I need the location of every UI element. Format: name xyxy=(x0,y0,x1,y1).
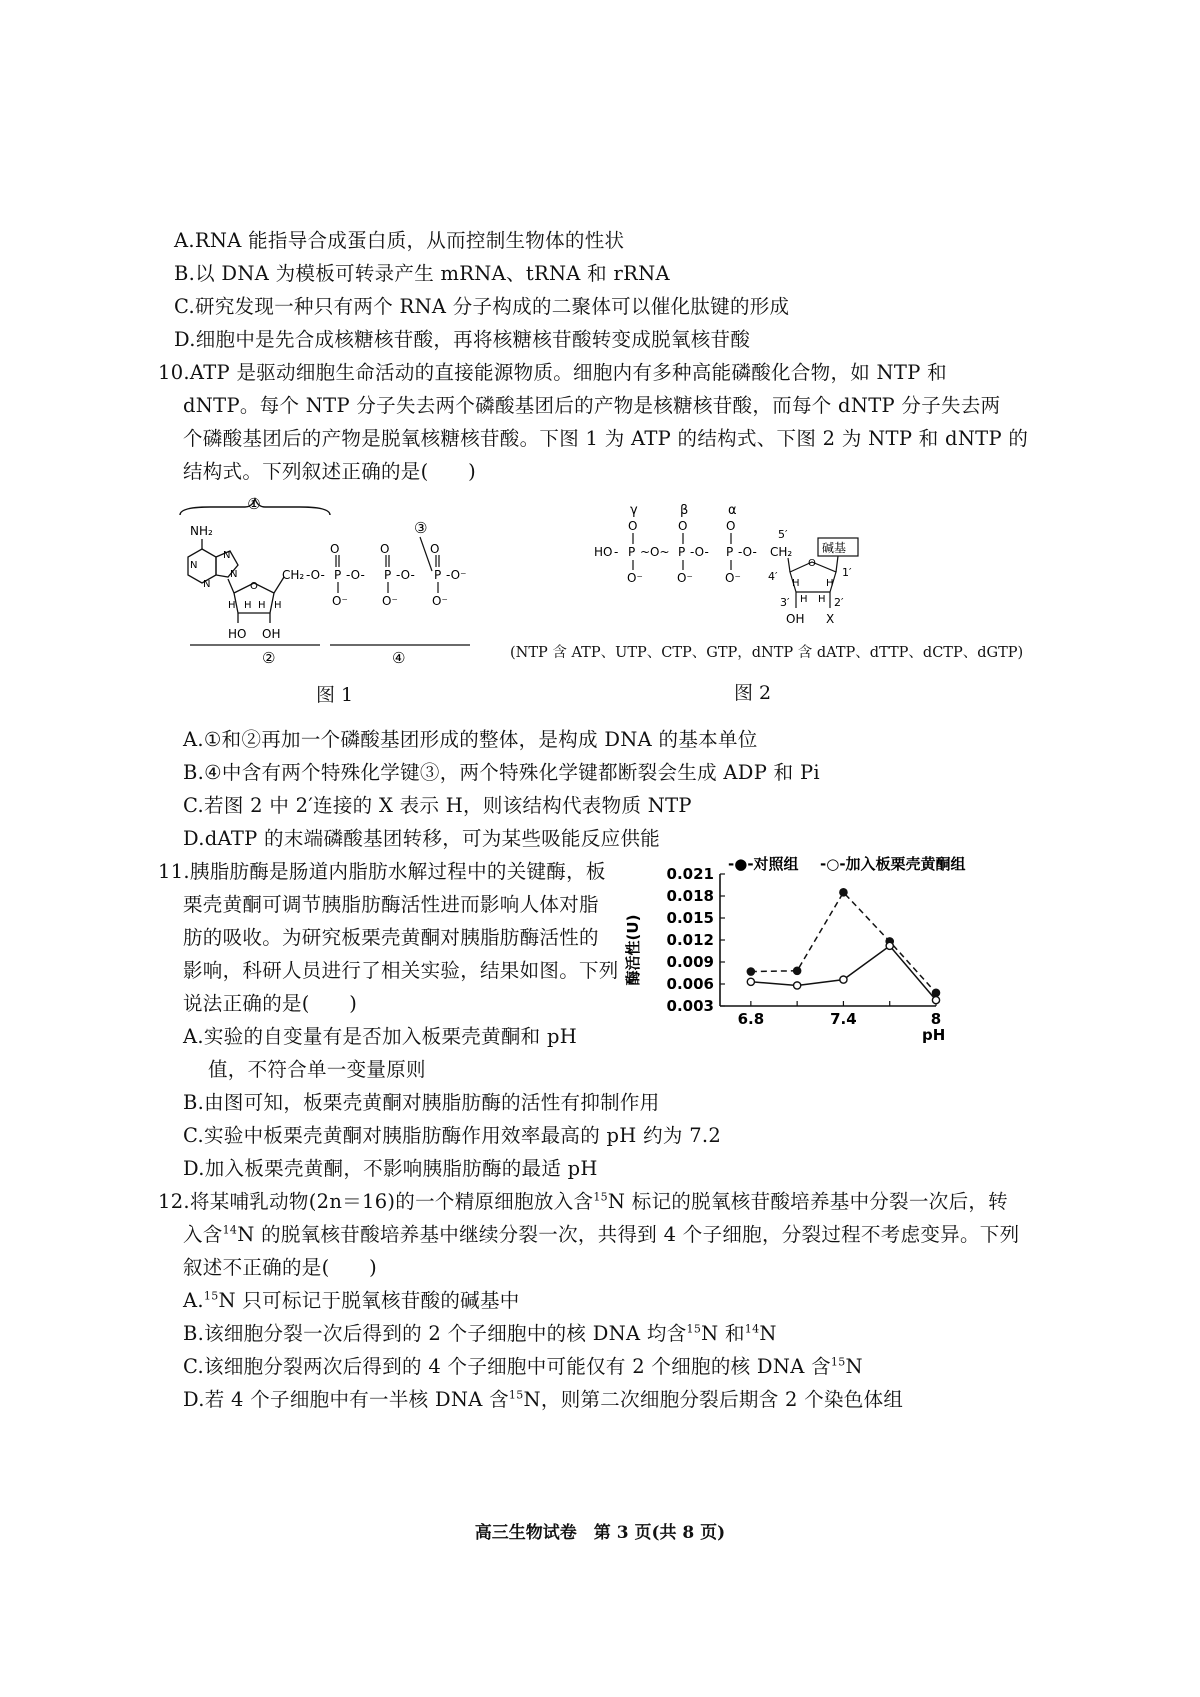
svg-text:N: N xyxy=(230,569,238,580)
q11-stem-line-3: 肪的吸收。为研究板栗壳黄酮对胰脂肪酶活性的 xyxy=(183,926,599,949)
svg-text:CH₂: CH₂ xyxy=(770,545,793,559)
q9-option-b: B.以 DNA 为模板可转录产生 mRNA、tRNA 和 rRNA xyxy=(174,262,670,285)
svg-text:N: N xyxy=(190,560,198,571)
svg-text:HO: HO xyxy=(594,545,613,559)
svg-text:O: O xyxy=(726,519,736,533)
label-circle-3: ③ xyxy=(414,519,428,537)
q10-stem-line-3: 个磷酸基团后的产物是脱氧核糖核苷酸。下图 1 为 ATP 的结构式、下图 2 为 NTP 和 dNTP 的 xyxy=(183,427,1029,450)
atp-structure-figure xyxy=(170,495,500,670)
ntp-structure-figure xyxy=(592,496,892,646)
svg-text:P: P xyxy=(678,545,686,559)
q12-option-c: C.该细胞分裂两次后得到的 4 个子细胞中可能仅有 2 个细胞的核 DNA 含$^{15}$N xyxy=(183,1355,863,1378)
q12-option-a: A.$^{15}$N 只可标记于脱氧核苷酸的碱基中 xyxy=(183,1289,520,1312)
c5-label: 5′ xyxy=(778,528,788,541)
svg-text:O⁻: O⁻ xyxy=(432,594,448,608)
nh2-label: NH₂ xyxy=(190,524,213,538)
data-point-flavonoid xyxy=(932,997,939,1004)
svg-text:O⁻: O⁻ xyxy=(677,571,693,585)
q11-stem-line-1: 11.胰脂肪酶是肠道内脂肪水解过程中的关键酶，板 xyxy=(158,860,606,883)
data-point-control xyxy=(840,889,847,896)
svg-text:P: P xyxy=(726,545,734,559)
gamma-label: γ xyxy=(630,503,638,518)
y-tick-label: 0.012 xyxy=(666,931,714,949)
svg-text:O: O xyxy=(380,542,390,556)
q11-option-b: B.由图可知，板栗壳黄酮对胰脂肪酶的活性有抑制作用 xyxy=(183,1091,660,1114)
oh-label: OH xyxy=(786,612,805,626)
x-axis-label: pH xyxy=(922,1026,946,1044)
q12-stem-line-2: 入含$^{14}$N 的脱氧核苷酸培养基中继续分裂一次，共得到 4 个子细胞，分裂过程不考虑变异。下列 xyxy=(183,1223,1020,1246)
svg-text:H: H xyxy=(258,600,266,611)
data-point-flavonoid xyxy=(747,978,754,985)
svg-text:H: H xyxy=(274,600,282,611)
q10-stem-line-4: 结构式。下列叙述正确的是( ) xyxy=(183,460,477,483)
q10-stem-line-2: dNTP。每个 NTP 分子失去两个磷酸基团后的产物是核糖核苷酸，而每个 dNTP 分子失去两 xyxy=(183,394,1001,417)
q11-stem-line-4: 影响，科研人员进行了相关实验，结果如图。下列 xyxy=(183,959,619,982)
c1-label: 1′ xyxy=(842,566,852,579)
q10-option-a: A.①和②再加一个磷酸基团形成的整体，是构成 DNA 的基本单位 xyxy=(183,728,758,751)
ho-label: HO xyxy=(228,627,247,641)
x-tick-label: 6.8 xyxy=(737,1010,765,1028)
figure-1-label: 图 1 xyxy=(316,684,354,706)
svg-text:H: H xyxy=(228,600,236,611)
y-tick-label: 0.003 xyxy=(666,997,714,1015)
svg-text:H: H xyxy=(244,600,252,611)
q9-option-a: A.RNA 能指导合成蛋白质，从而控制生物体的性状 xyxy=(174,229,625,252)
y-tick-label: 0.009 xyxy=(666,953,714,971)
label-circle-2: ② xyxy=(262,649,276,667)
page-footer: 高三生物试卷 第 3 页(共 8 页) xyxy=(474,1523,726,1543)
svg-text:O⁻: O⁻ xyxy=(332,594,348,608)
y-axis-label: 酶活性(U) xyxy=(624,914,642,986)
c2-label: 2′ xyxy=(834,596,844,609)
svg-text:O: O xyxy=(808,558,816,569)
y-tick-label: 0.021 xyxy=(666,865,714,883)
q12-stem-line-3: 叙述不正确的是( ) xyxy=(183,1256,378,1279)
svg-text:N: N xyxy=(203,579,211,590)
x-tick-label: 7.4 xyxy=(830,1010,857,1028)
svg-text:-O-: -O- xyxy=(346,568,365,582)
svg-text:-O-: -O- xyxy=(396,568,415,582)
svg-text:O: O xyxy=(628,519,638,533)
base-label: 碱基 xyxy=(822,541,847,555)
svg-text:H: H xyxy=(818,594,826,605)
svg-text:P: P xyxy=(334,568,342,582)
svg-text:H: H xyxy=(792,578,800,589)
c4-label: 4′ xyxy=(768,570,778,583)
data-point-flavonoid xyxy=(886,942,893,949)
figure-2-label: 图 2 xyxy=(734,682,772,704)
y-tick-label: 0.018 xyxy=(666,887,714,905)
series-line-flavonoid xyxy=(751,946,936,1000)
svg-text:P: P xyxy=(628,545,636,559)
q11-stem-line-5: 说法正确的是( ) xyxy=(183,992,358,1015)
q10-option-b: B.④中含有两个特殊化学键③，两个特殊化学键都断裂会生成 ADP 和 Pi xyxy=(183,761,820,784)
q11-option-c: C.实验中板栗壳黄酮对胰脂肪酶作用效率最高的 pH 约为 7.2 xyxy=(183,1124,722,1147)
alpha-label: α xyxy=(728,503,737,518)
beta-label: β xyxy=(680,503,689,518)
q10-option-c: C.若图 2 中 2′连接的 X 表示 H，则该结构代表物质 NTP xyxy=(183,794,692,817)
svg-text:-O⁻: -O⁻ xyxy=(446,568,467,582)
svg-text:O: O xyxy=(678,519,688,533)
svg-text:O: O xyxy=(430,542,440,556)
x-label: X xyxy=(826,612,835,626)
chart-legend xyxy=(728,855,966,873)
label-circle-1: ① xyxy=(247,495,261,513)
svg-text:P: P xyxy=(384,568,392,582)
svg-text:H: H xyxy=(800,594,808,605)
y-tick-label: 0.006 xyxy=(666,975,714,993)
svg-text:~O~: ~O~ xyxy=(640,545,670,559)
label-circle-4: ④ xyxy=(392,649,406,667)
svg-text:P: P xyxy=(434,568,442,582)
ch2-label: CH₂ xyxy=(282,568,305,582)
svg-text:-O-: -O- xyxy=(738,545,757,559)
svg-text:-: - xyxy=(614,545,619,559)
q10-stem-line-1: 10.ATP 是驱动细胞生命活动的直接能源物质。细胞内有多种高能磷酸化合物，如 NTP 和 xyxy=(158,361,947,384)
enzyme-activity-chart xyxy=(624,850,1014,1050)
q10-option-d: D.dATP 的末端磷酸基团转移，可为某些吸能反应供能 xyxy=(183,827,661,850)
data-point-control xyxy=(932,989,939,996)
legend-flavonoid: -○-加入板栗壳黄酮组 xyxy=(820,855,966,873)
svg-text:-O-: -O- xyxy=(690,545,709,559)
legend-control: -●-对照组 xyxy=(728,855,799,873)
svg-text:-O-: -O- xyxy=(306,568,325,582)
q12-option-b: B.该细胞分裂一次后得到的 2 个子细胞中的核 DNA 均含$^{15}$N 和$^{14}$N xyxy=(183,1322,777,1345)
q11-stem-line-2: 栗壳黄酮可调节胰脂肪酶活性进而影响人体对脂 xyxy=(183,893,599,916)
svg-text:N: N xyxy=(223,550,231,561)
oh-label: OH xyxy=(262,627,281,641)
figure-2-caption: (NTP 含 ATP、UTP、CTP、GTP，dNTP 含 dATP、dTTP、dCTP、dGTP) xyxy=(510,645,1024,661)
svg-text:O⁻: O⁻ xyxy=(382,594,398,608)
svg-text:H: H xyxy=(826,578,834,589)
data-point-control xyxy=(747,968,754,975)
q12-stem-line-1: 12.将某哺乳动物(2n＝16)的一个精原细胞放入含$^{15}$N 标记的脱氧核苷酸培养基中分裂一次后，转 xyxy=(158,1190,1008,1213)
svg-text:O⁻: O⁻ xyxy=(627,571,643,585)
data-point-flavonoid xyxy=(794,982,801,989)
q11-option-a: A.实验的自变量有是否加入板栗壳黄酮和 pH xyxy=(183,1025,578,1048)
y-tick-label: 0.015 xyxy=(666,909,714,927)
q12-option-d: D.若 4 个子细胞中有一半核 DNA 含$^{15}$N，则第二次细胞分裂后期含 2 个染色体组 xyxy=(183,1388,904,1411)
c3-label: 3′ xyxy=(780,596,790,609)
data-point-flavonoid xyxy=(840,976,847,983)
svg-text:O: O xyxy=(330,542,340,556)
ring-oxygen: O xyxy=(250,581,258,592)
q9-option-d: D.细胞中是先合成核糖核苷酸，再将核糖核苷酸转变成脱氧核苷酸 xyxy=(174,328,751,351)
x-tick-label: 8 xyxy=(930,1010,942,1028)
q11-option-d: D.加入板栗壳黄酮，不影响胰脂肪酶的最适 pH xyxy=(183,1157,598,1180)
q11-option-a-cont: 值，不符合单一变量原则 xyxy=(208,1058,426,1081)
data-point-control xyxy=(794,967,801,974)
q9-option-c: C.研究发现一种只有两个 RNA 分子构成的二聚体可以催化肽键的形成 xyxy=(174,295,790,318)
svg-text:O⁻: O⁻ xyxy=(725,571,741,585)
